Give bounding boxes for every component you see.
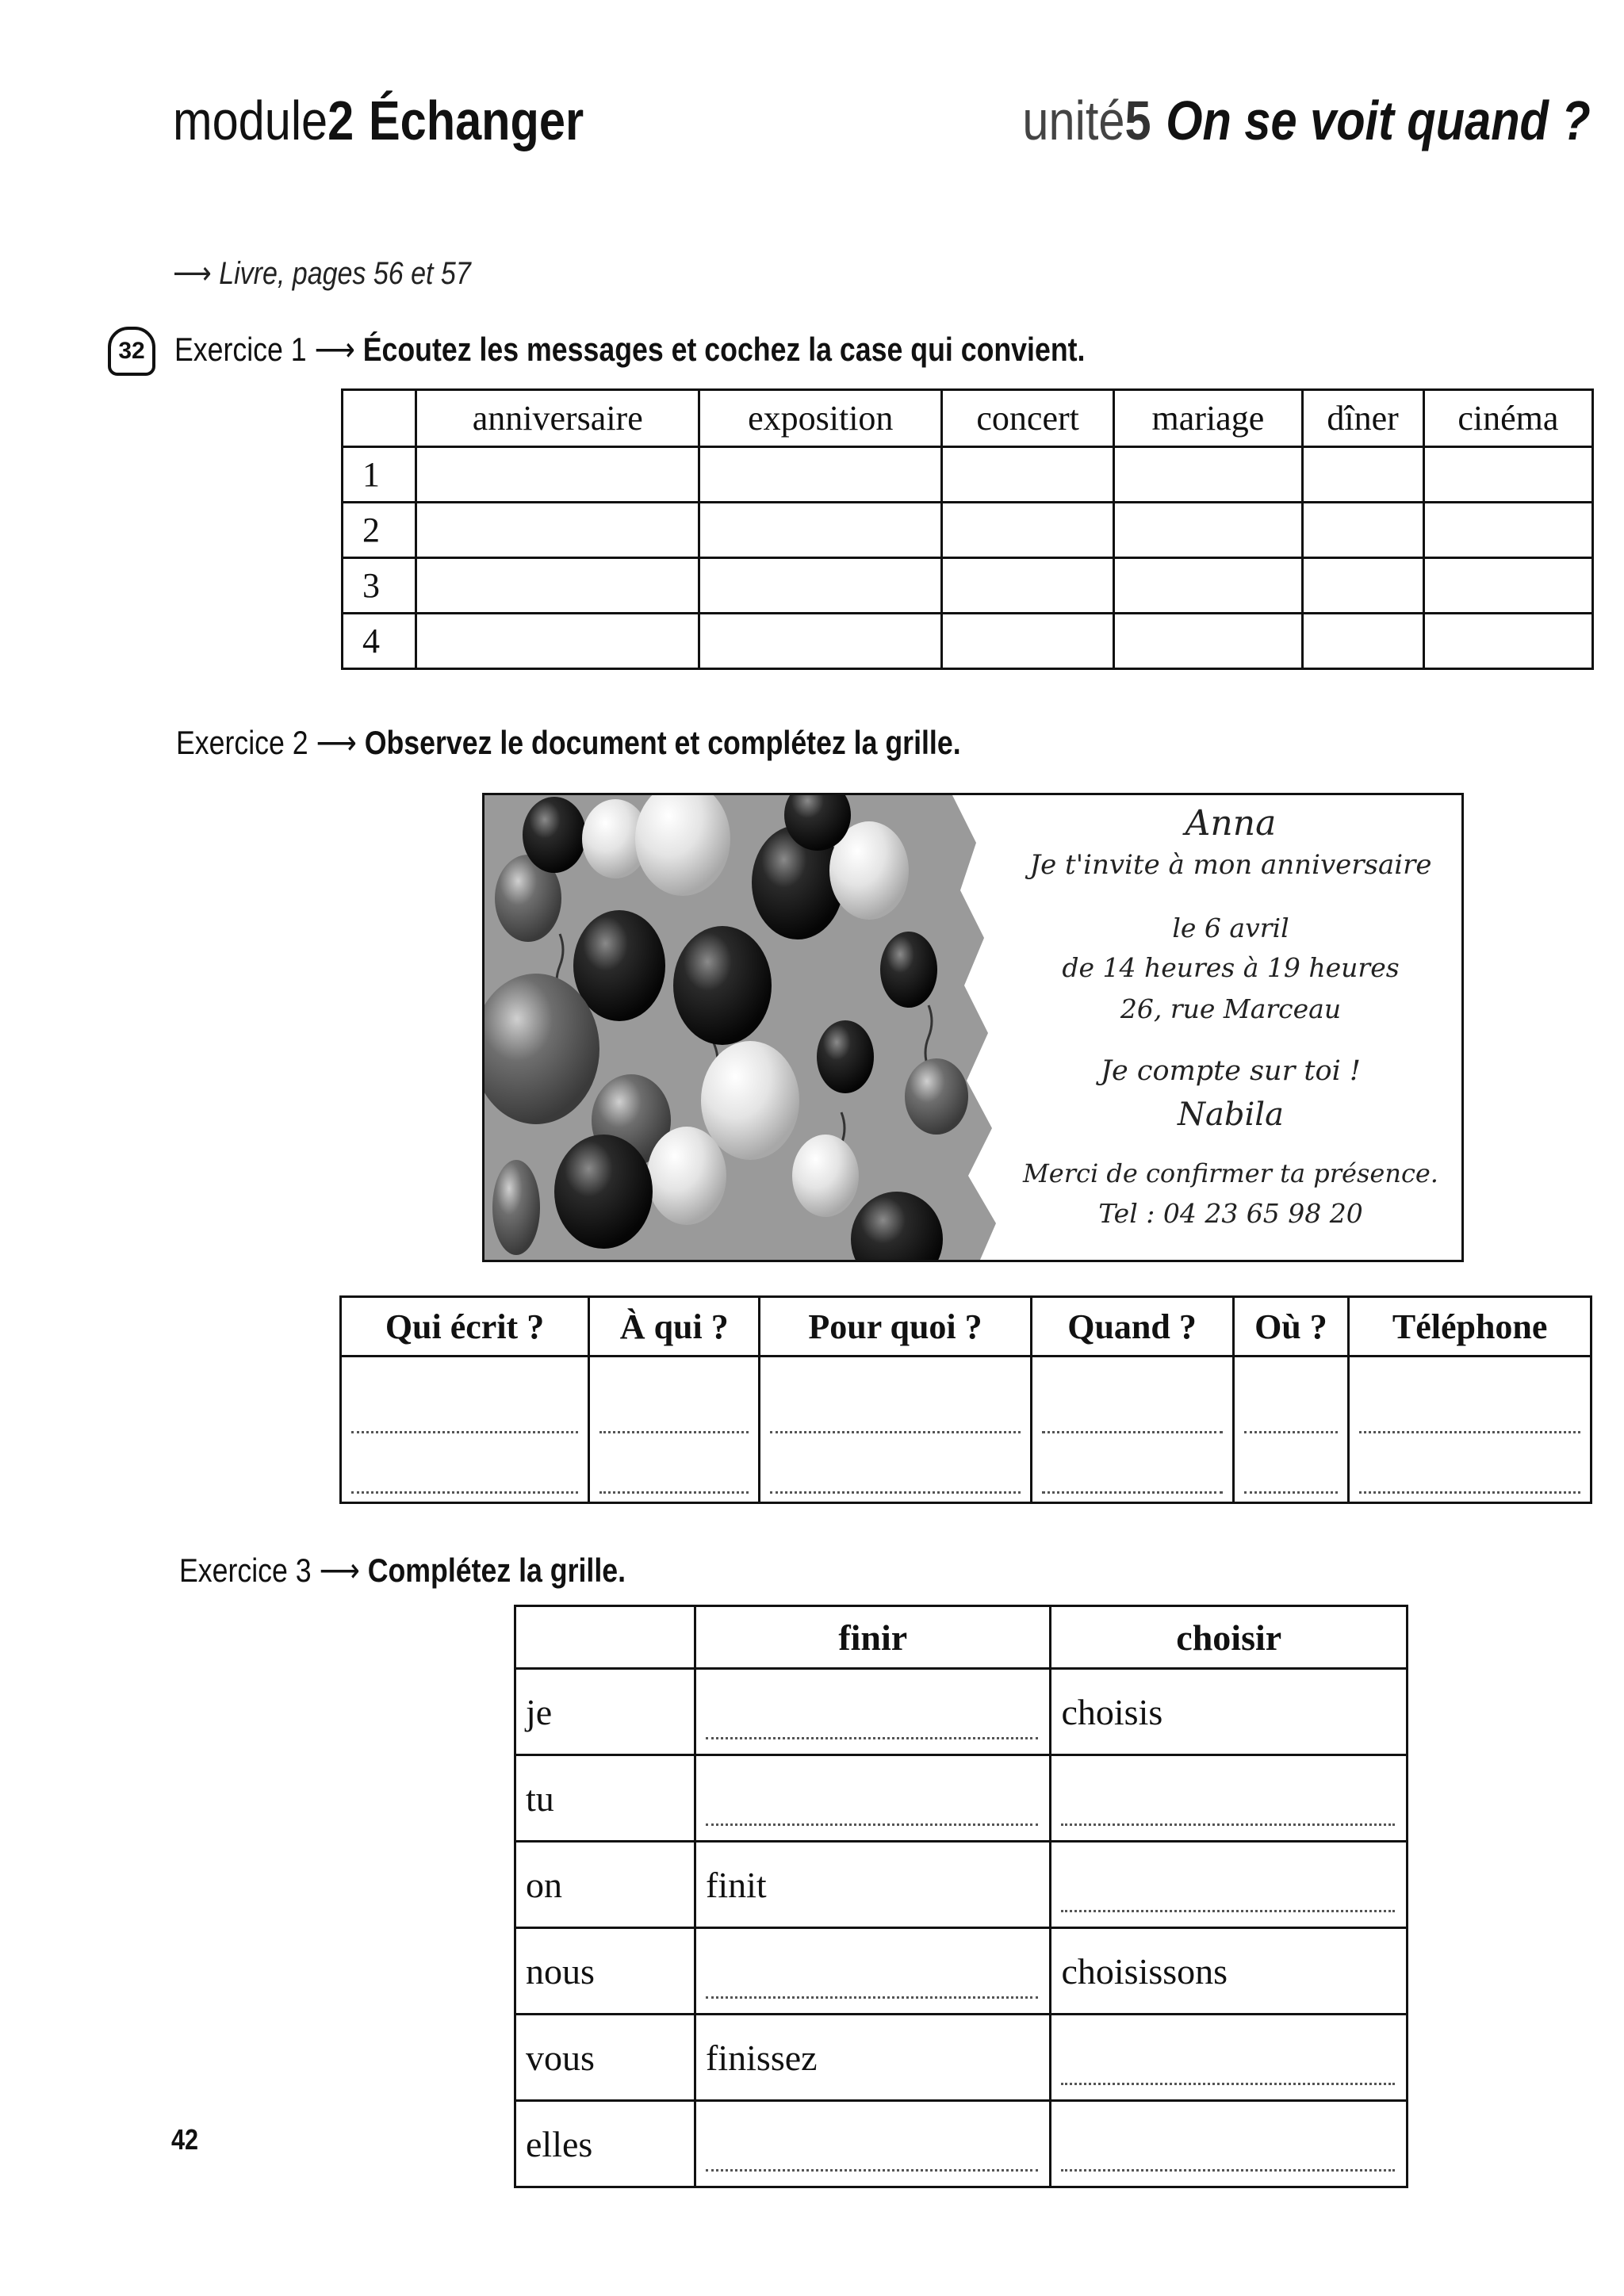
exercise2-instruction: Observez le document et complétez la grille. (364, 724, 961, 761)
checkbox-cell[interactable] (1423, 503, 1592, 558)
column-header: À qui ? (589, 1297, 760, 1357)
checkbox-cell[interactable] (699, 614, 942, 669)
exercise3-table (514, 1605, 1408, 2188)
checkbox-cell[interactable] (1423, 447, 1592, 503)
row-number: 2 (343, 503, 416, 558)
checkbox-cell[interactable] (416, 503, 699, 558)
finir-answer-cell[interactable] (695, 1755, 1051, 1842)
checkbox-cell[interactable] (942, 447, 1114, 503)
checkbox-cell[interactable] (1114, 447, 1302, 503)
answer-cell[interactable] (341, 1357, 589, 1503)
row-number: 3 (343, 558, 416, 614)
arrow-right-icon: ⟶ (173, 256, 212, 291)
pronoun-cell: nous (515, 1928, 695, 2015)
finir-answer-cell[interactable] (695, 2101, 1051, 2187)
column-header: Quand ? (1031, 1297, 1233, 1357)
invitation-date: le 6 avril (1172, 913, 1289, 943)
arrow-right-icon: ⟶ (316, 724, 365, 761)
column-header: concert (942, 390, 1114, 447)
book-reference (173, 255, 471, 292)
choisir-given-cell: choisis (1051, 1669, 1408, 1755)
unit-label: unité (1022, 90, 1125, 151)
column-header: Pour quoi ? (760, 1297, 1031, 1357)
answer-cell[interactable] (760, 1357, 1031, 1503)
table-row (515, 1755, 1408, 1842)
finir-given-cell: finissez (695, 2015, 1051, 2101)
column-header-finir: finir (695, 1606, 1051, 1669)
corner-cell (515, 1606, 695, 1669)
checkbox-cell[interactable] (1114, 614, 1302, 669)
pronoun-cell: vous (515, 2015, 695, 2101)
invitation-address: 26, rue Marceau (1120, 993, 1342, 1024)
table-row (515, 2101, 1408, 2187)
invitation-phone: Tel : 04 23 65 98 20 (1098, 1198, 1363, 1229)
column-header: Téléphone (1349, 1297, 1591, 1357)
module-label: module (173, 90, 328, 151)
arrow-right-icon: ⟶ (314, 331, 363, 368)
checkbox-cell[interactable] (1302, 558, 1423, 614)
column-header-choisir: choisir (1051, 1606, 1408, 1669)
checkbox-cell[interactable] (416, 558, 699, 614)
arrow-right-icon: ⟶ (319, 1552, 368, 1589)
table-row (515, 1842, 1408, 1928)
choisir-answer-cell[interactable] (1051, 1842, 1408, 1928)
invitation-card (482, 793, 1464, 1262)
table-row (343, 614, 1593, 669)
finir-answer-cell[interactable] (695, 1669, 1051, 1755)
checkbox-cell[interactable] (1423, 614, 1592, 669)
checkbox-cell[interactable] (942, 558, 1114, 614)
module-heading (173, 89, 584, 152)
exercise2-heading (176, 723, 961, 762)
exercise3-heading (179, 1551, 626, 1590)
answer-cell[interactable] (1233, 1357, 1349, 1503)
column-header: exposition (699, 390, 942, 447)
checkbox-cell[interactable] (1302, 447, 1423, 503)
checkbox-cell[interactable] (416, 614, 699, 669)
finir-answer-cell[interactable] (695, 1928, 1051, 2015)
unit-title: On se voit quand ? (1166, 90, 1591, 151)
row-number: 4 (343, 614, 416, 669)
checkbox-cell[interactable] (699, 447, 942, 503)
column-header: Où ? (1233, 1297, 1349, 1357)
pronoun-cell: je (515, 1669, 695, 1755)
page-number: 42 (171, 2123, 199, 2156)
invitation-time: de 14 heures à 19 heures (1062, 952, 1400, 983)
choisir-answer-cell[interactable] (1051, 2015, 1408, 2101)
checkbox-cell[interactable] (416, 447, 699, 503)
answer-cell[interactable] (1031, 1357, 1233, 1503)
audio-track-number: 32 (118, 338, 145, 364)
choisir-given-cell: choisissons (1051, 1928, 1408, 2015)
corner-cell (343, 390, 416, 447)
column-header: dîner (1302, 390, 1423, 447)
invitation-signature: Nabila (1178, 1096, 1284, 1133)
pronoun-cell: on (515, 1842, 695, 1928)
answer-cell[interactable] (589, 1357, 760, 1503)
checkbox-cell[interactable] (942, 614, 1114, 669)
exercise1-heading (174, 330, 1085, 369)
checkbox-cell[interactable] (1302, 614, 1423, 669)
table-row (343, 558, 1593, 614)
table-row (341, 1357, 1591, 1503)
pronoun-cell: elles (515, 2101, 695, 2187)
exercise2-table (339, 1295, 1592, 1504)
exercise1-label: Exercice 1 (174, 331, 307, 368)
table-row (515, 1928, 1408, 2015)
checkbox-cell[interactable] (1114, 503, 1302, 558)
unit-number: 5 (1124, 90, 1151, 151)
choisir-answer-cell[interactable] (1051, 2101, 1408, 2187)
module-number: 2 (327, 90, 354, 151)
balloons-illustration (485, 795, 1008, 1260)
module-title: Échanger (368, 90, 584, 151)
column-header: cinéma (1423, 390, 1592, 447)
checkbox-cell[interactable] (1114, 558, 1302, 614)
finir-given-cell: finit (695, 1842, 1051, 1928)
headphones-track-icon (108, 327, 155, 376)
checkbox-cell[interactable] (1423, 558, 1592, 614)
book-reference-text: Livre, pages 56 et 57 (219, 256, 471, 291)
column-header: Qui écrit ? (341, 1297, 589, 1357)
table-row (343, 447, 1593, 503)
exercise3-label: Exercice 3 (179, 1552, 312, 1589)
column-header: mariage (1114, 390, 1302, 447)
exercise2-label: Exercice 2 (176, 724, 308, 761)
checkbox-cell[interactable] (699, 558, 942, 614)
table-row (343, 503, 1593, 558)
invitation-closing: Je compte sur toi ! (1101, 1055, 1361, 1087)
unit-heading (1023, 89, 1591, 152)
checkbox-cell[interactable] (1302, 503, 1423, 558)
invitation-text (1000, 795, 1461, 1260)
choisir-answer-cell[interactable] (1051, 1755, 1408, 1842)
table-row (515, 2015, 1408, 2101)
exercise3-instruction: Complétez la grille. (367, 1552, 626, 1589)
pronoun-cell: tu (515, 1755, 695, 1842)
checkbox-cell[interactable] (699, 503, 942, 558)
invitation-line1: Je t'invite à mon anniversaire (1029, 849, 1432, 881)
checkbox-cell[interactable] (942, 503, 1114, 558)
invitation-rsvp: Merci de confirmer ta présence. (1023, 1158, 1438, 1188)
column-header: anniversaire (416, 390, 699, 447)
exercise1-instruction: Écoutez les messages et cochez la case qui convient. (362, 331, 1086, 368)
row-number: 1 (343, 447, 416, 503)
exercise1-table (341, 388, 1594, 670)
answer-cell[interactable] (1349, 1357, 1591, 1503)
invitation-recipient: Anna (1185, 803, 1277, 844)
table-row (515, 1669, 1408, 1755)
